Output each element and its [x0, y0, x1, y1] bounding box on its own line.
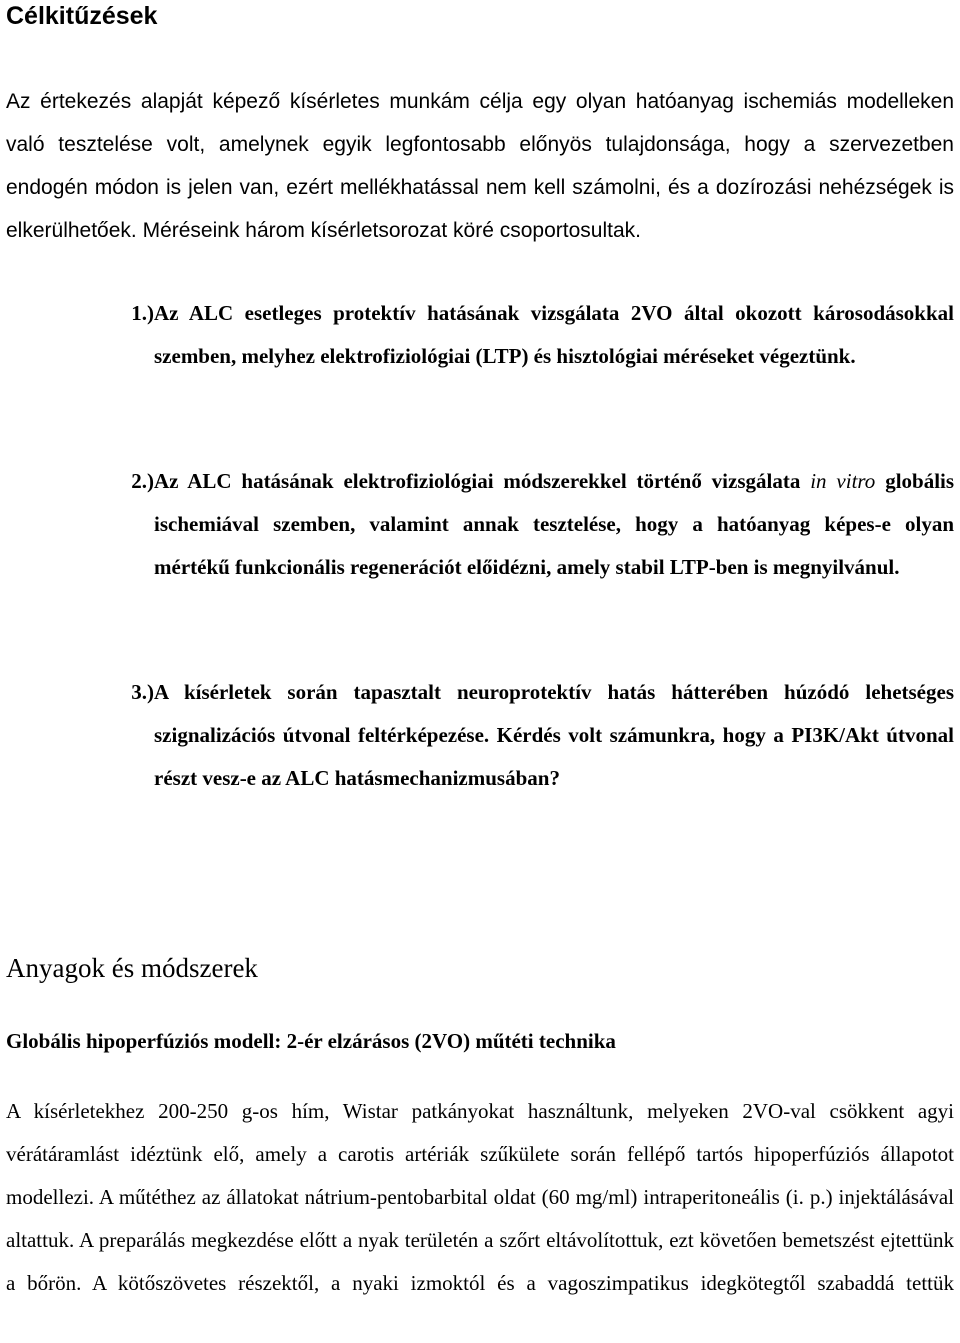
- subsection-title: Globális hipoperfúziós modell: 2-ér elzárásos (2VO) műtéti technika: [6, 1029, 616, 1053]
- objective-text: Az ALC hatásának elektrofiziológiai módszerekkel történő vizsgálata in vitro globális ischemiával szemben, valamint annak tesztelése, hogy a hatóanyag képes-e olyan mértékű funkcionális regenerációt előidézni, amely stabil LTP-ben is megnyilvánul.: [154, 469, 955, 579]
- methods-paragraph: A kísérletekhez 200-250 g-os hím, Wistar patkányokat használtunk, melyeken 2VO-val csökkent agyi vérátáramlást idéztünk elő, amely a carotis artériák szűkülete során fellépő tartós hipoperfúziós állapotot modellezi. A műtéthez az állatokat nátrium-pentobarbital oldat (60 mg/ml) intraperitoneális (i. p.) injektálásával altattuk. A preparálás megkezdése előtt a nyak területén a szőrt eltávolítottuk, ezt követően bemetszést ejtettünk a bőrön. A kötőszövetes részektől, a nyaki izmoktól és a vagoszimpatikus idegkötegtől szabaddá tettük: [6, 1099, 954, 1295]
- objective-item-2: [6, 460, 954, 589]
- section-title-objectives: Célkitűzések: [6, 2, 158, 30]
- objective-item-3: [6, 671, 954, 800]
- intro-paragraph: Az értekezés alapját képező kísérletes munkám célja egy olyan hatóanyag ischemiás modelleken való tesztelése volt, amelynek egyik legfontosabb előnyös tulajdonsága, hogy a szervezetben endogén módon is jelen van, ezért mellékhatással nem kell számolni, és a dozírozási nehézségek is elkerülhetőek. Méréseink három kísérletsorozat köré csoportosultak.: [6, 90, 954, 242]
- objective-number: 2.): [131, 469, 154, 493]
- italic-term: in vitro: [810, 469, 876, 493]
- objective-item-1: [6, 292, 954, 378]
- objective-text: Az ALC esetleges protektív hatásának vizsgálata 2VO által okozott károsodásokkal szemben, melyhez elektrofiziológiai (LTP) és hisztológiai méréseket végeztünk.: [154, 301, 954, 368]
- objective-number: 1.): [131, 301, 154, 325]
- section-title-methods: Anyagok és módszerek: [6, 953, 258, 983]
- objective-number: 3.): [131, 680, 154, 704]
- objective-text: A kísérletek során tapasztalt neuroprotektív hatás hátterében húzódó lehetséges szignalizációs útvonal feltérképezése. Kérdés volt számunkra, hogy a PI3K/Akt útvonal részt vesz-e az ALC hatásmechanizmusában?: [154, 680, 954, 790]
